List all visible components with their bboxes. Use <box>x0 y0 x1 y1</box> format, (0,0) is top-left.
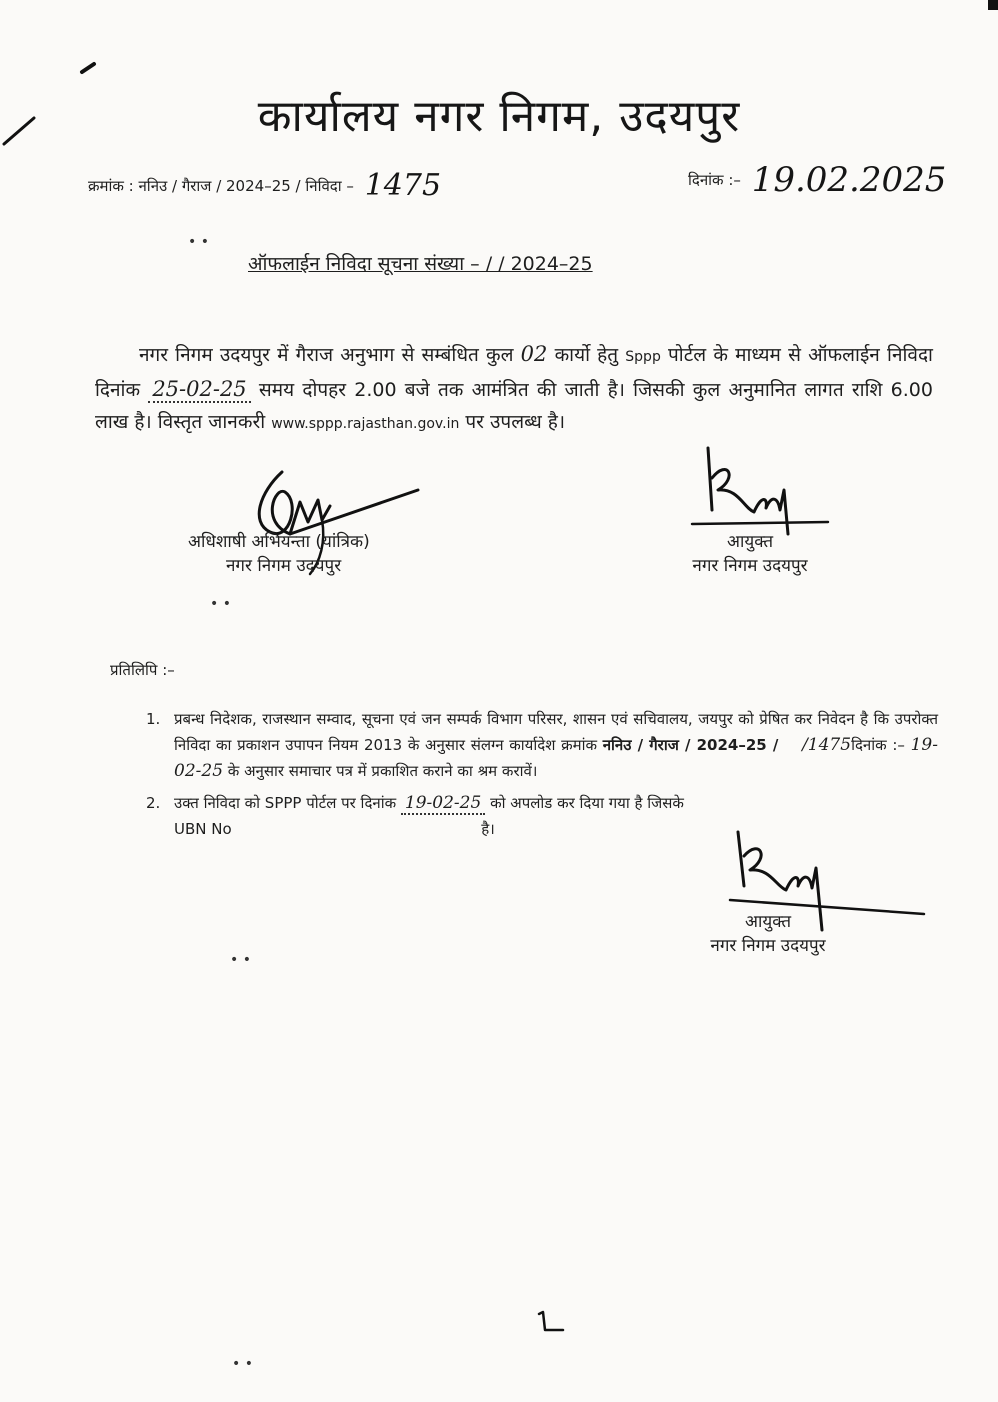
notice-heading: ऑफलाईन निविदा सूचना संख्या – / / 2024–25 <box>248 253 593 275</box>
signatory-designation: अधिशाषी अभियन्ता (यांत्रिक) <box>188 532 370 552</box>
body-text-2: कार्यो हेतु <box>554 344 619 366</box>
tick-mark: • • <box>188 234 209 250</box>
copy-item-text: के अनुसार समाचार पत्र में प्रकाशित कराने का श्रम करावें। <box>227 762 538 780</box>
signatory-office: नगर निगम उदयपुर <box>692 556 808 576</box>
copy-item-number: 2. <box>146 794 161 812</box>
signatory-office: नगर निगम उदयपुर <box>710 936 826 956</box>
signature-commissioner <box>688 438 838 538</box>
date-value: 19.02.2025 <box>751 160 947 200</box>
copy-heading: प्रतिलिपि :– <box>110 661 175 679</box>
reference-line <box>88 168 441 203</box>
tender-date: 25-02-25 <box>148 377 250 403</box>
ubn-label: UBN No <box>174 820 232 838</box>
office-title: कार्यालय नगर निगम, उदयपुर <box>257 91 741 142</box>
body-text-4: समय दोपहर 2.00 बजे तक आमंत्रित की जाती है। जिसकी कुल अनुमानित लागत राशि 6.00 लाख है। विस्तृत जानकरी <box>95 379 933 433</box>
order-date: 19-02-25 <box>174 735 938 781</box>
signatory-engineer <box>188 530 448 578</box>
copy-item-number: 1. <box>146 710 161 728</box>
signatory-commissioner <box>650 530 850 578</box>
date-label: दिनांक :– <box>688 171 741 189</box>
copy-item-text: है। <box>481 820 495 838</box>
body-text-1: नगर निगम उदयपुर में गैराज अनुभाग से सम्बंधित कुल <box>139 344 514 366</box>
copy-item-text: उक्त निविदा को SPPP पोर्टल पर दिनांक <box>174 794 397 812</box>
tick-mark: • • <box>232 1356 253 1372</box>
copy-item-1 <box>146 706 938 784</box>
upload-date: 19-02-25 <box>401 793 485 815</box>
page-number-text: 1 <box>565 1332 566 1333</box>
notice-body <box>95 338 933 440</box>
signatory-designation: आयुक्त <box>744 912 792 932</box>
order-ref-number: /1475 <box>802 735 852 755</box>
copy-item-text: को अपलोड कर दिया गया है जिसके <box>490 794 684 812</box>
page-number <box>535 1310 567 1338</box>
order-ref: ननिउ / गैराज / 2024–25 / <box>602 736 779 754</box>
tick-mark: • • <box>230 952 251 968</box>
corner-mark <box>988 0 998 10</box>
signatory-commissioner-copy <box>668 910 868 958</box>
tick-mark: • • <box>210 596 231 612</box>
copy-item-text: प्रबन्ध निदेशक, राजस्थान सम्वाद, सूचना एवं जन सम्पर्क विभाग परिसर, शासन एवं सचिवालय, जयपुर को प्रेषित कर निवेदन है कि उपरोक्त निविदा का प्रकाशन उपापन नियम 2013 के अनुसार संलग्न कार्यादेश क्रमांक <box>174 710 938 754</box>
work-count: 02 <box>520 342 548 366</box>
copy-list <box>146 706 938 842</box>
reference-number: 1475 <box>364 168 442 203</box>
body-text-5: पर उपलब्ध है। <box>465 411 566 433</box>
reference-prefix: क्रमांक : ननिउ / गैराज / 2024–25 / निविदा – <box>88 177 354 195</box>
portal-name: Sppp <box>625 349 661 365</box>
signatory-designation: आयुक्त <box>726 532 774 552</box>
date-line <box>688 160 946 200</box>
website-link[interactable]: www.sppp.rajasthan.gov.in <box>271 416 460 432</box>
signatory-office: नगर निगम उदयपुर <box>226 556 342 576</box>
body-text-3: पोर्टल के माध्यम से ऑफलाईन निविदा दिनांक <box>95 344 933 401</box>
copy-item-text: दिनांक :– <box>851 736 905 754</box>
